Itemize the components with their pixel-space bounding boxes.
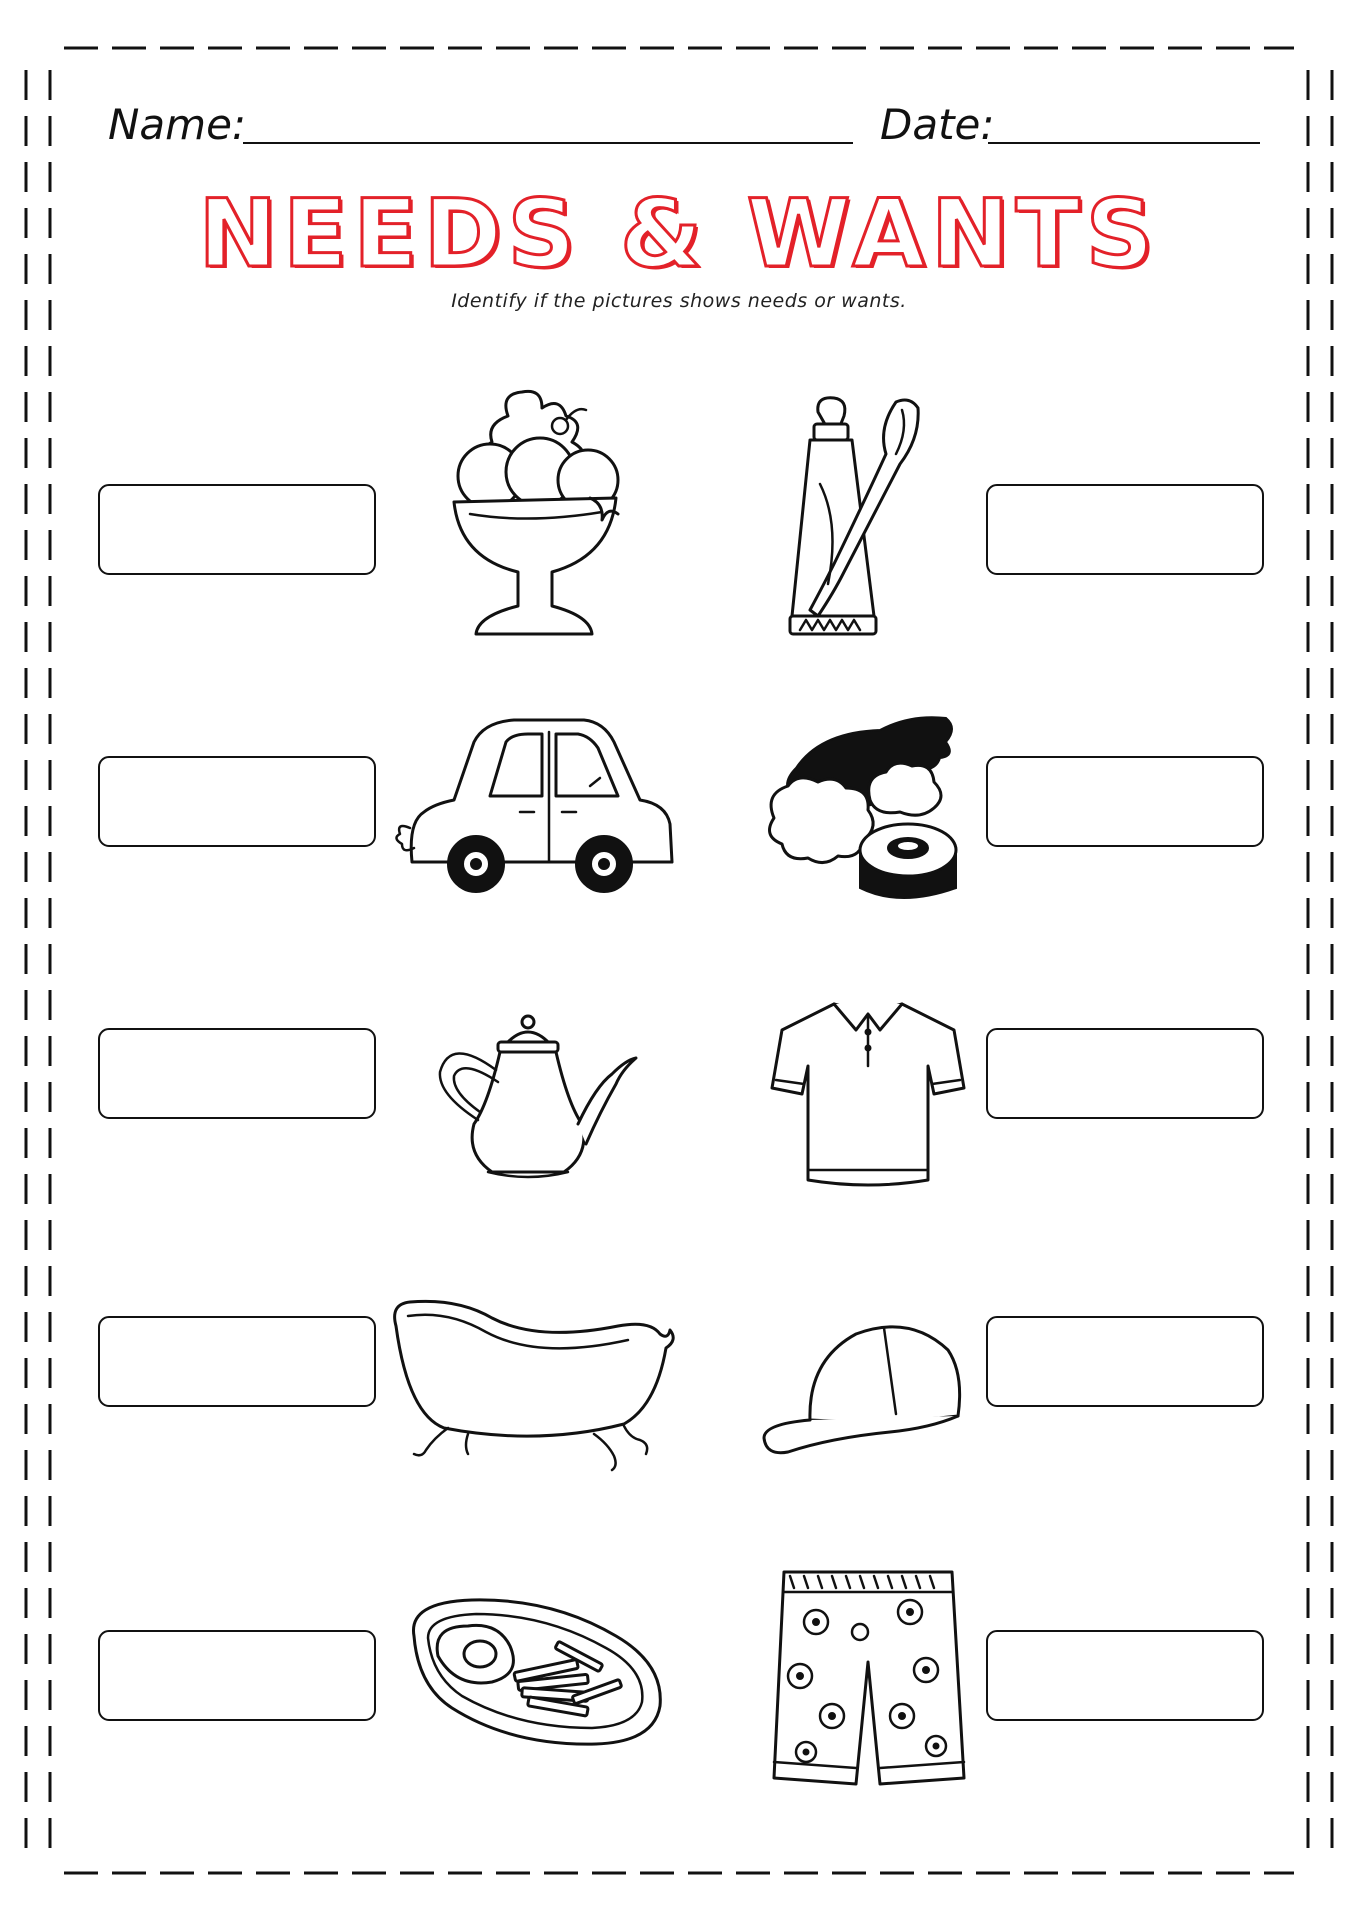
answer-box-ice-cream[interactable] bbox=[98, 484, 376, 575]
worksheet-title: NEEDS & WANTS bbox=[198, 180, 1160, 289]
bathtub-icon bbox=[388, 1296, 678, 1478]
answer-box-toothpaste[interactable] bbox=[986, 484, 1264, 575]
date-line[interactable] bbox=[988, 142, 1260, 144]
toothpaste-toothbrush-icon bbox=[780, 394, 940, 644]
date-label: Date: bbox=[880, 100, 995, 149]
name-label: Name: bbox=[108, 100, 247, 149]
breakfast-plate-icon bbox=[402, 1596, 664, 1748]
answer-box-cap[interactable] bbox=[986, 1316, 1264, 1407]
car-icon bbox=[394, 712, 678, 902]
teapot-icon bbox=[436, 1014, 640, 1182]
sushi-icon bbox=[760, 712, 966, 908]
answer-box-bathtub[interactable] bbox=[98, 1316, 376, 1407]
swim-shorts-icon bbox=[770, 1566, 966, 1788]
polo-shirt-icon bbox=[768, 994, 968, 1194]
answer-box-sushi[interactable] bbox=[986, 756, 1264, 847]
answer-box-shirt[interactable] bbox=[986, 1028, 1264, 1119]
answer-box-teapot[interactable] bbox=[98, 1028, 376, 1119]
name-line[interactable] bbox=[243, 142, 853, 144]
baseball-cap-icon bbox=[760, 1320, 968, 1470]
answer-box-shorts[interactable] bbox=[986, 1630, 1264, 1721]
answer-box-breakfast[interactable] bbox=[98, 1630, 376, 1721]
worksheet-header bbox=[108, 100, 1258, 160]
answer-box-car[interactable] bbox=[98, 756, 376, 847]
instruction-text: Identify if the pictures shows needs or wants. bbox=[451, 290, 907, 312]
ice-cream-sundae-icon bbox=[440, 386, 630, 646]
